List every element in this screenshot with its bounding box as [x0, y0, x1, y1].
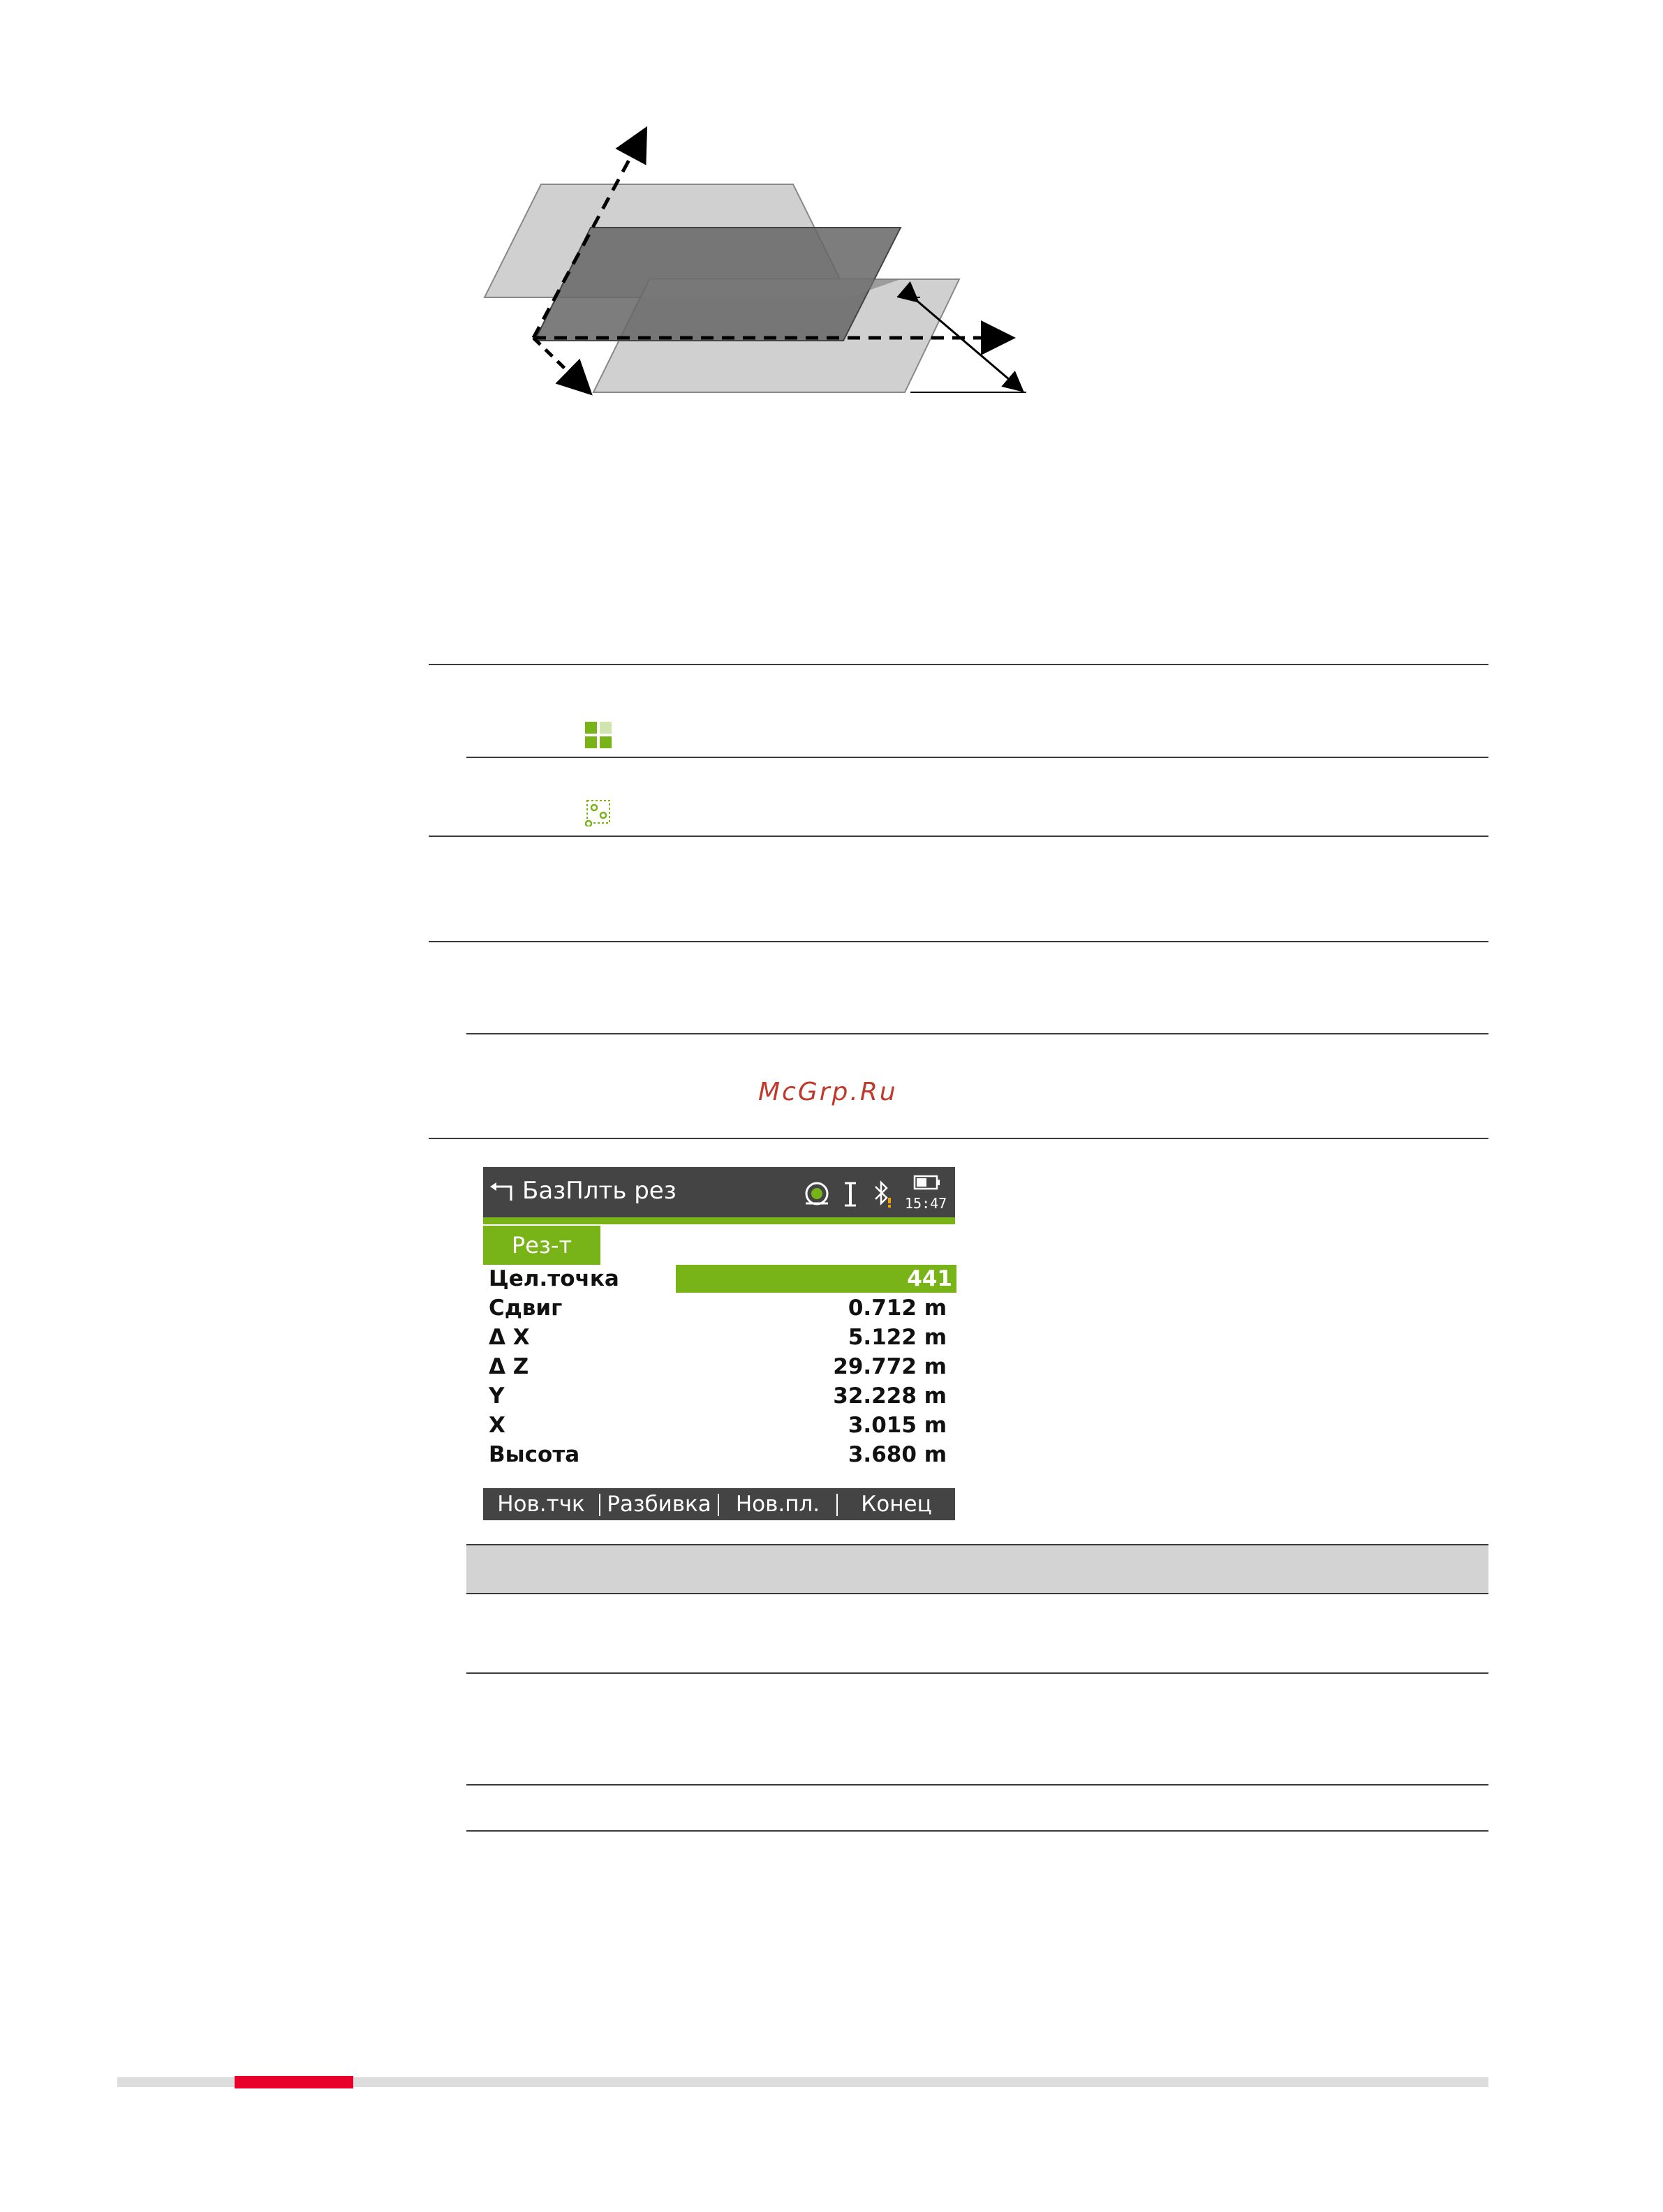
reference-plane-diagram	[461, 119, 1047, 412]
battery-icon	[913, 1174, 941, 1191]
bluetooth-icon	[871, 1180, 894, 1209]
tab-result[interactable]: Рез-т	[483, 1226, 600, 1265]
row-value: 5.122 m	[848, 1325, 947, 1350]
result-row	[489, 1323, 952, 1351]
clock: 15:47	[905, 1195, 947, 1212]
result-row	[489, 1441, 952, 1469]
table-rule	[429, 941, 1488, 942]
new-point-button[interactable]: Нов.тчк	[497, 1492, 585, 1517]
row-label: Y	[489, 1383, 505, 1409]
row-value: 0.712 m	[848, 1296, 947, 1321]
table-rule	[429, 1138, 1488, 1139]
screen-title: БазПлть рез	[522, 1177, 677, 1205]
table-rule	[466, 1672, 1488, 1674]
result-row	[489, 1294, 952, 1322]
table-rule	[466, 1830, 1488, 1832]
result-row	[489, 1353, 952, 1381]
back-arrow-icon[interactable]	[490, 1181, 515, 1203]
row-label: Цел.точка	[489, 1266, 619, 1291]
softkey-bar	[483, 1488, 955, 1520]
device-screen	[483, 1167, 955, 1523]
target-point-field[interactable]: 441	[676, 1265, 956, 1293]
result-row	[489, 1265, 952, 1293]
footer-accent	[235, 2076, 353, 2088]
row-label: Сдвиг	[489, 1296, 563, 1321]
result-row	[489, 1411, 952, 1439]
row-value: 32.228 m	[833, 1383, 947, 1409]
watermark: McGrp.Ru	[758, 1078, 898, 1106]
target-prism-icon	[803, 1180, 831, 1208]
row-label: Высота	[489, 1442, 580, 1467]
row-label: Δ Z	[489, 1354, 529, 1379]
table-rule	[466, 1784, 1488, 1786]
table-rule	[429, 664, 1488, 665]
row-value: 3.015 m	[848, 1413, 947, 1438]
table-rule	[466, 757, 1488, 758]
result-row	[489, 1382, 952, 1410]
table-header-band	[466, 1544, 1488, 1594]
row-value: 29.772 m	[833, 1354, 947, 1379]
row-value: 3.680 m	[848, 1442, 947, 1467]
cursor-icon	[842, 1181, 859, 1208]
axis-depth	[533, 338, 585, 388]
point-selection-icon	[585, 799, 613, 826]
offset-arrow	[915, 299, 1019, 388]
stakeout-button[interactable]: Разбивка	[607, 1492, 711, 1517]
table-rule	[466, 1033, 1488, 1034]
grid-icon	[585, 722, 613, 750]
row-label: Δ X	[489, 1325, 530, 1350]
title-bar	[483, 1167, 955, 1224]
table-rule	[429, 836, 1488, 837]
end-button[interactable]: Конец	[861, 1492, 932, 1517]
new-plane-button[interactable]: Нов.пл.	[735, 1492, 820, 1517]
row-label: X	[489, 1413, 505, 1438]
